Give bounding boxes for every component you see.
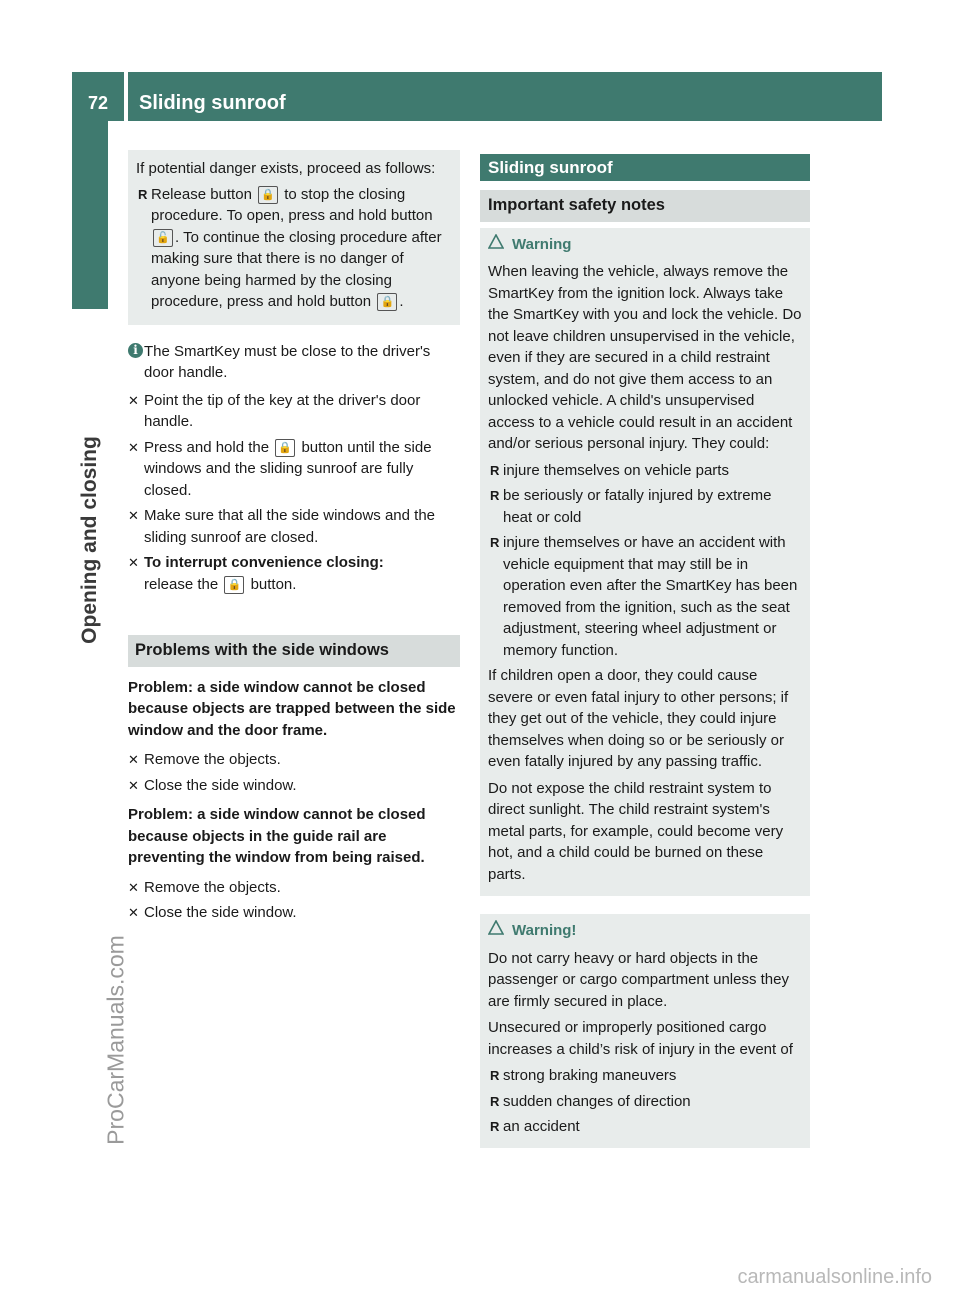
lock-icon: 🔒 [258, 186, 278, 204]
step-arrow-icon: ✕ [128, 777, 139, 793]
list-item [488, 460, 803, 482]
chapter-tab [72, 121, 108, 309]
step-text: Point the tip of the key at the driver's door handle. [144, 391, 421, 430]
step [128, 390, 460, 433]
problem-1: Problem: a side window cannot be closed because objects are trapped between the side window and the door frame. [128, 678, 456, 739]
step-arrow-icon: ✕ [128, 879, 139, 895]
list-item [488, 485, 803, 528]
warning-text: When leaving the vehicle, always remove the SmartKey from the ignition lock. Always take the SmartKey with you and lock the vehicle. Do not leave children unsupervised in the vehicle, even if they are secured in a child restraint system, and do not give them access to an unlocked vehicle. A child's unsupervised access to a vehicle could result in an accident and/or serious personal injury. They could: [488, 263, 802, 452]
warning-label: Warning [512, 235, 572, 253]
list-item [488, 1116, 803, 1138]
page-title: Sliding sunroof [139, 92, 286, 114]
step-arrow-icon: ✕ [128, 752, 139, 767]
step [128, 505, 460, 548]
step-text: release the [144, 575, 219, 593]
warning-text: Do not carry heavy or hard objects in the passenger or cargo compartment unless they are firmly secured in place. [488, 949, 789, 1010]
section-heading: Problems with the side windows [128, 635, 460, 667]
list-text: injure themselves or have an accident with vehicle equipment that may still be in operation even after the SmartKey has been removed from the ignition, such as the seat adjustment, steering wheel adjustment or memory function. [503, 534, 798, 659]
bullet-icon: R [138, 186, 148, 202]
warning-text: Do not expose the child restraint system to direct sunlight. The child restraint system's metal parts, for example, could become very hot, and a child could be burned on these parts. [488, 779, 784, 883]
warning-text: Unsecured or improperly positioned cargo increases a child’s risk of injury in the event of [488, 1019, 793, 1058]
step [128, 902, 460, 924]
list-item [488, 532, 803, 661]
left-column [128, 150, 460, 928]
list-text: injure themselves on vehicle parts [503, 461, 729, 479]
step [128, 749, 460, 771]
bullet-icon: R [490, 1093, 500, 1109]
step-arrow-icon: ✕ [128, 555, 139, 570]
step-arrow-icon: ✕ [128, 905, 139, 920]
info-icon: i [128, 343, 143, 358]
warning-triangle-icon [488, 920, 506, 942]
step-arrow-icon: ✕ [128, 439, 139, 455]
list-text: strong braking maneuvers [503, 1067, 677, 1084]
info-note [128, 341, 460, 384]
right-column [480, 154, 810, 1148]
chapter-label: Opening and closing [78, 436, 101, 644]
warning-text: If children open a door, they could cause severe or even fatal injury to other persons; if they get out of the vehicle, they could injure themselves when doing so or be seriously or even fatally injured by any passing traffic. [488, 667, 789, 770]
step-text: Close the side window. [144, 904, 297, 921]
warning-box [480, 914, 810, 1148]
step-text: Press and hold the [144, 438, 270, 456]
warning-title [488, 920, 803, 942]
subsection-title: Important safety notes [480, 190, 810, 222]
danger-box [128, 150, 460, 325]
step [128, 437, 460, 502]
step-arrow-icon: ✕ [128, 392, 139, 408]
text: . To continue the closing procedure after making sure that there is no danger of anyone being harmed by the closing procedure, press and hold button [151, 228, 442, 310]
list-item [488, 1091, 803, 1113]
step-text: Make sure that all the side windows and the sliding sunroof are closed. [144, 507, 435, 546]
bullet-icon: R [490, 1068, 500, 1083]
unlock-icon: 🔓 [153, 229, 173, 247]
problem-2: Problem: a side window cannot be closed because objects in the guide rail are preventing the window from being raised. [128, 806, 426, 866]
danger-intro: If potential danger exists, proceed as follows: [136, 160, 436, 177]
list-item [488, 1065, 803, 1087]
step-text: button until the side windows and the sliding sunroof are fully closed. [144, 438, 432, 499]
step-heading: To interrupt convenience closing: [144, 554, 384, 571]
list-text: sudden changes of direction [503, 1092, 691, 1110]
lock-icon: 🔒 [377, 293, 397, 311]
list-text: be seriously or fatally injured by extreme heat or cold [503, 487, 772, 526]
lock-icon: 🔒 [275, 439, 295, 457]
text: . [399, 293, 404, 310]
lock-icon: 🔒 [224, 576, 244, 594]
text: to stop the closing procedure. To open, press and hold button [151, 185, 433, 224]
section-title: Sliding sunroof [480, 154, 810, 181]
step [128, 552, 460, 595]
bullet-icon: R [490, 535, 500, 550]
danger-bullet [136, 184, 452, 313]
bullet-icon: R [490, 1119, 500, 1134]
bullet-icon: R [490, 488, 500, 503]
step-text: Remove the objects. [144, 878, 281, 896]
step-text: button. [250, 575, 297, 593]
header-divider [124, 72, 128, 121]
list-text: an accident [503, 1118, 580, 1135]
warning-title [488, 234, 803, 256]
text: Release button [151, 185, 252, 203]
step [128, 775, 460, 797]
footer-watermark: carmanualsonline.info [737, 1266, 932, 1288]
page-number: 72 [87, 93, 109, 113]
info-text: The SmartKey must be close to the driver's door handle. [144, 342, 431, 381]
warning-triangle-icon [488, 234, 506, 256]
step-arrow-icon: ✕ [128, 508, 139, 523]
side-watermark: ProCarManuals.com [102, 935, 129, 1145]
step-text: Remove the objects. [144, 751, 281, 768]
step [128, 877, 460, 899]
bullet-icon: R [490, 462, 500, 478]
step-text: Close the side window. [144, 776, 297, 794]
warning-box [480, 228, 810, 897]
warning-label: Warning! [512, 922, 577, 939]
